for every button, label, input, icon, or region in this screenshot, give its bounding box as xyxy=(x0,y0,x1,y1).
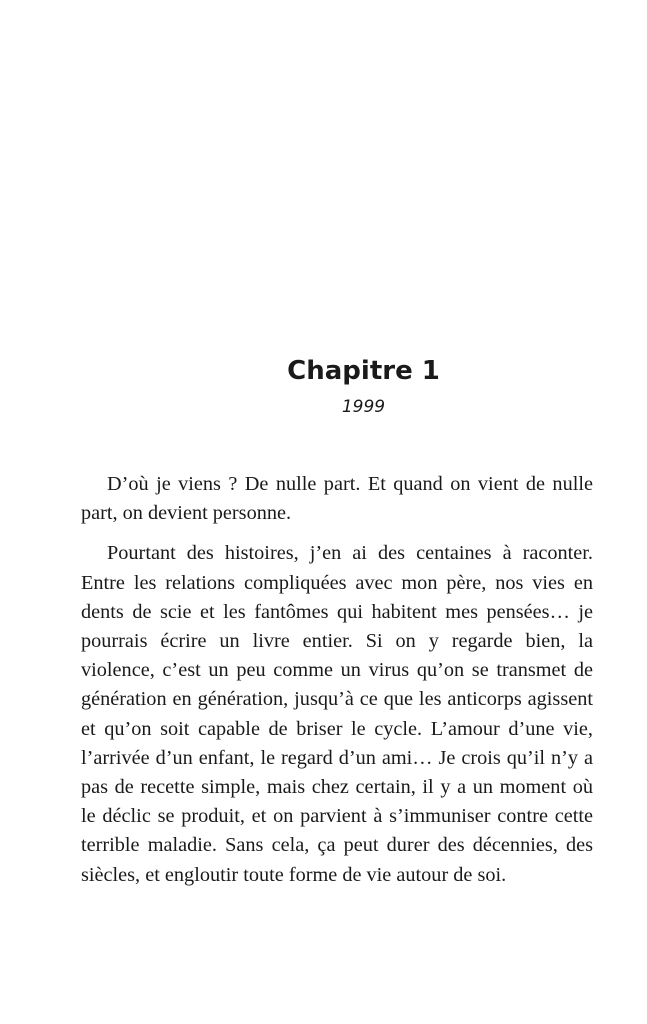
paragraph-2: Pourtant des histoires, j’en ai des centaines à raconter. Entre les relations compliquées avec mon père, nos vies en dents de scie et les fantômes qui habitent mes pensées… je pourrais écrire un livre entier. Si on y regarde bien, la violence, c’est un peu comme un virus qu’on se transmet de génération en génération, jusqu’à ce que les anticorps agissent et qu’on soit capable de briser le cycle. L’amour d’une vie, l’arrivée d’un enfant, le regard d’un ami… Je crois qu’il n’y a pas de recette simple, mais chez certain, il y a un moment où le déclic se produit, et on parvient à s’immuniser contre cette terrible maladie. Sans cela, ça peut durer des décennies, des siècles, et engloutir toute forme de vie autour de soi. xyxy=(81,542,593,886)
chapter-year: 1999 xyxy=(341,397,386,417)
chapter-title: Chapitre 1 xyxy=(287,356,440,386)
chapter-body xyxy=(81,470,593,890)
paragraph-1: D’où je viens ? De nulle part. Et quand on vient de nulle part, on devient personne. xyxy=(81,473,593,525)
